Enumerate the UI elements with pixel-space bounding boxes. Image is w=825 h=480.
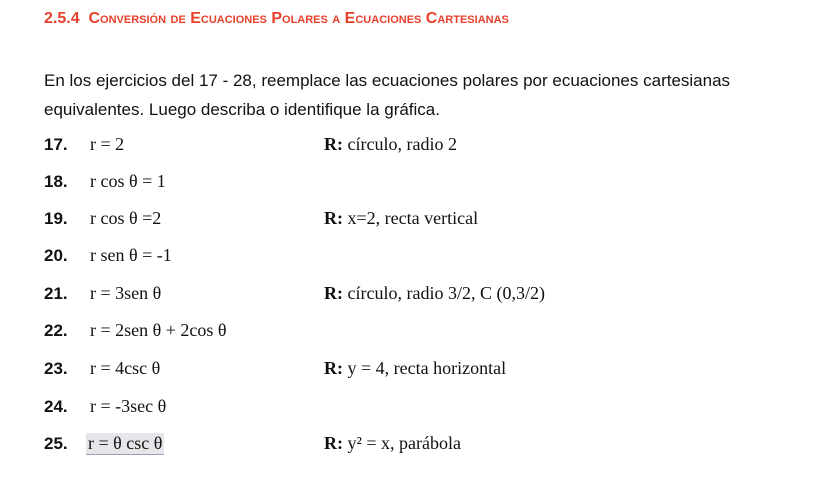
exercise-number: 19. [44,209,68,228]
exercise-number: 20. [44,246,68,265]
exercise-21 [0,281,825,307]
exercise-number: 21. [44,284,68,303]
exercise-answer [324,358,506,379]
exercise-equation: r = 2 [90,134,125,154]
exercise-23 [0,356,825,382]
answer-prefix: R: [324,134,343,154]
exercise-22 [0,318,825,344]
answer-prefix: R: [324,358,343,378]
answer-text: x=2, recta vertical [347,208,479,228]
exercise-equation: r cos θ = 1 [90,171,166,191]
exercise-answer [324,208,478,229]
answer-text: y² = x, parábola [347,433,462,453]
answer-text: círculo, radio 2 [347,134,457,154]
intro-paragraph [44,66,824,124]
exercise-equation: r cos θ =2 [90,208,162,228]
exercise-17 [0,132,825,158]
exercise-answer [324,134,457,155]
exercise-number: 17. [44,135,68,154]
answer-prefix: R: [324,283,343,303]
exercise-number: 24. [44,397,68,416]
exercise-number: 22. [44,321,68,340]
exercise-equation: r = 4csc θ [90,358,161,378]
exercise-number: 25. [44,434,68,453]
exercise-19 [0,206,825,232]
exercise-equation: r = 3sen θ [90,283,162,303]
answer-text: y = 4, recta horizontal [347,358,507,378]
exercise-equation: r = -3sec θ [90,396,167,416]
intro-line-2: equivalentes. Luego describa o identifique la gráfica. [44,100,440,119]
exercise-24 [0,394,825,420]
exercise-answer [324,283,545,304]
exercise-18 [0,169,825,195]
intro-line-1: En los ejercicios del 17 - 28, reemplace las ecuaciones polares por ecuaciones cartesianas [44,71,731,90]
exercise-equation: r = 2sen θ + 2cos θ [90,320,227,340]
answer-prefix: R: [324,433,343,453]
section-title: Conversión de Ecuaciones Polares a Ecuaciones Cartesianas [88,10,509,27]
exercise-number: 18. [44,172,68,191]
section-number: 2.5.4 [44,10,80,27]
exercise-equation: r sen θ = -1 [90,245,172,265]
exercise-number: 23. [44,359,68,378]
section-heading [44,10,509,28]
answer-prefix: R: [324,208,343,228]
exercise-answer [324,433,461,454]
exercise-25 [0,431,825,457]
exercise-equation-highlighted[interactable]: r = θ csc θ [88,433,163,453]
exercise-20 [0,243,825,269]
answer-text: círculo, radio 3/2, C (0,3/2) [347,283,545,303]
